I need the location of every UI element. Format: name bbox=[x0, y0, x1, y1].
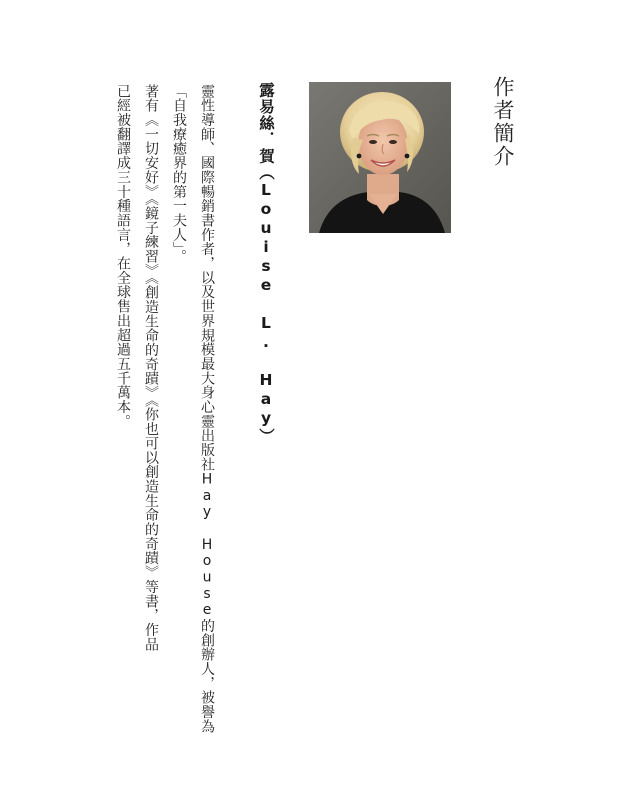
author-photo bbox=[309, 82, 451, 233]
section-title: 作者簡介 bbox=[491, 76, 515, 168]
author-name: 露易絲．賀（Louise L. Hay） bbox=[257, 82, 275, 445]
bio-line: 「自我療癒界的第一夫人」。 bbox=[171, 84, 187, 264]
bio-line: 已經被翻譯成三十種語言，在全球售出超過五千萬本。 bbox=[115, 84, 131, 429]
bio-line: 著有《一切安好》《鏡子練習》《創造生命的奇蹟》《你也可以創造生命的奇蹟》等書，作品 bbox=[143, 84, 159, 652]
bio-line: 靈性導師、國際暢銷書作者，以及世界規模最大身心靈出版社Hay House的創辦人，被譽為 bbox=[199, 84, 215, 734]
